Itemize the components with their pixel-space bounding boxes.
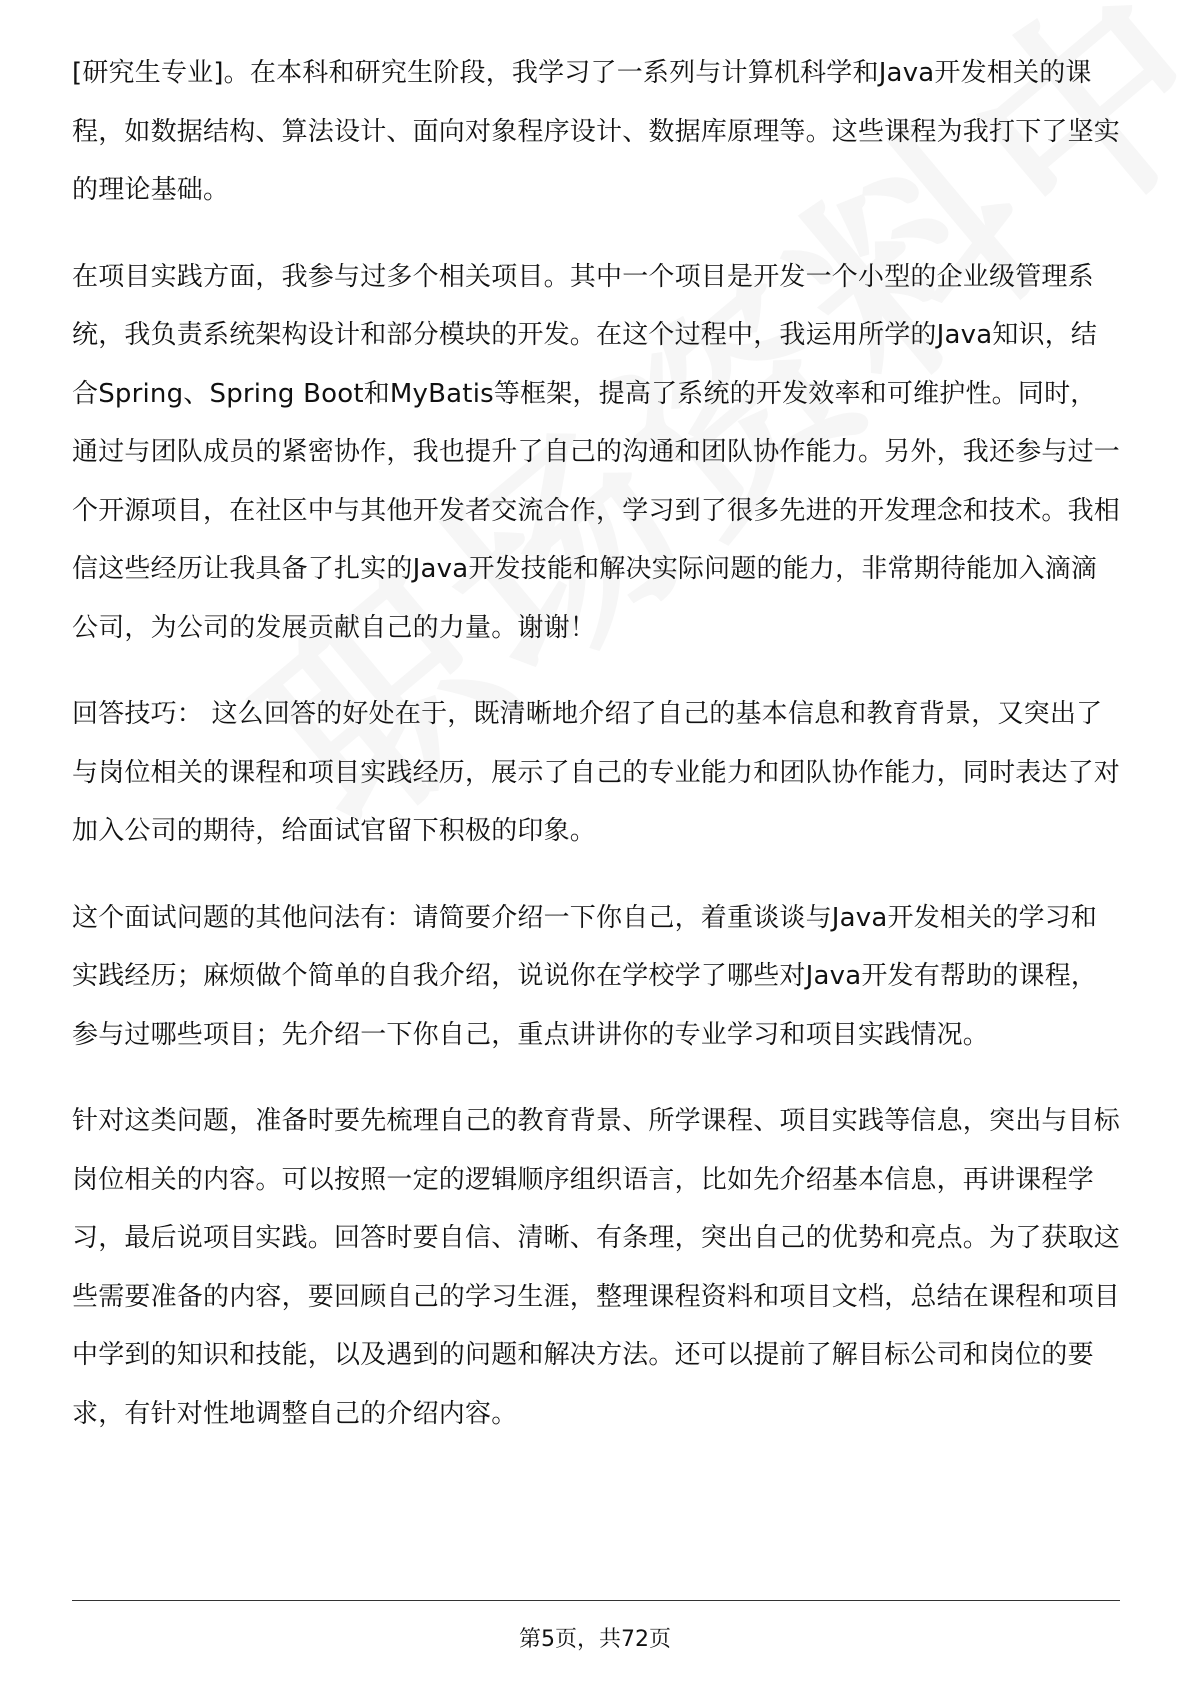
paragraph-answer-tips: 回答技巧： 这么回答的好处在于，既清晰地介绍了自己的基本信息和教育背景，又突出了与岗位相关的课程和项目实践经历，展示了自己的专业能力和团队协作能力，同时表达了对加入公司的期待，给面试官留下积极的印象。 xyxy=(72,699,1121,846)
document-body xyxy=(72,44,1120,1471)
page-number: 第5页，共72页 xyxy=(519,1627,671,1652)
paragraph-education: [研究生专业]。在本科和研究生阶段，我学习了一系列与计算机科学和Java开发相关的课程，如数据结构、算法设计、面向对象程序设计、数据库原理等。这些课程为我打下了坚实的理论基础。 xyxy=(72,58,1121,205)
paragraph-preparation-advice: 针对这类问题，准备时要先梳理自己的教育背景、所学课程、项目实践等信息，突出与目标岗位相关的内容。可以按照一定的逻辑顺序组织语言，比如先介绍基本信息，再讲课程学习，最后说项目实践。回答时要自信、清晰、有条理，突出自己的优势和亮点。为了获取这些需要准备的内容，要回顾自己的学习生涯，整理课程资料和项目文档，总结在课程和项目中学到的知识和技能，以及遇到的问题和解决方法。还可以提前了解目标公司和岗位的要求，有针对性地调整自己的介绍内容。 xyxy=(72,1106,1121,1429)
footer-divider xyxy=(72,1600,1120,1601)
paragraph-alternative-questions: 这个面试问题的其他问法有：请简要介绍一下你自己，着重谈谈与Java开发相关的学习和实践经历；麻烦做个简单的自我介绍，说说你在学校学了哪些对Java开发有帮助的课程，参与过哪些项目；先介绍一下你自己，重点讲讲你的专业学习和项目实践情况。 xyxy=(72,902,1098,1050)
paragraph-project-experience: 在项目实践方面，我参与过多个相关项目。其中一个项目是开发一个小型的企业级管理系统，我负责系统架构设计和部分模块的开发。在这个过程中，我运用所学的Java知识，结合Spring、Spring Boot和MyBatis等框架，提高了系统的开发效率和可维护性。同时，通过与团队成员的紧密协作，我也提升了自己的沟通和团队协作能力。另外，我还参与过一个开源项目，在社区中与其他开发者交流合作，学习到了很多先进的开发理念和技术。我相信这些经历让我具备了扎实的Java开发技能和解决实际问题的能力，非常期待能加入滴滴公司，为公司的发展贡献自己的力量。谢谢！ xyxy=(72,261,1121,643)
